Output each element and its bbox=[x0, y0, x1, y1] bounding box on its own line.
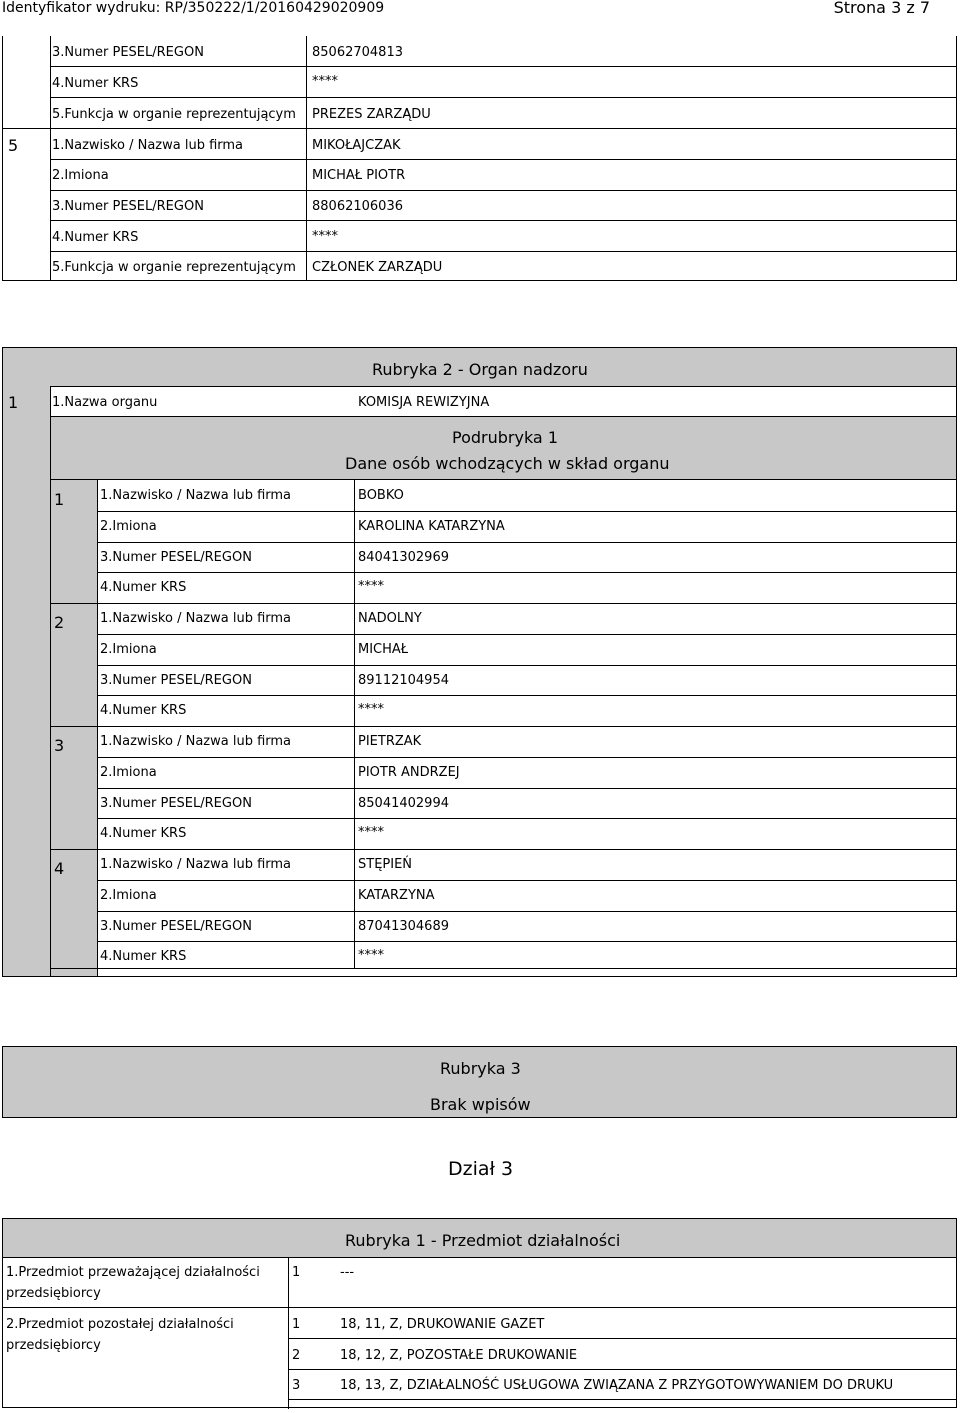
field-label: 4.Numer KRS bbox=[100, 949, 187, 964]
activity-value: 18, 12, Z, POZOSTAŁE DRUKOWANIE bbox=[340, 1348, 578, 1363]
field-value: **** bbox=[312, 74, 338, 89]
field-label: 4.Numer KRS bbox=[100, 703, 187, 718]
field-label: 3.Numer PESEL/REGON bbox=[52, 45, 204, 60]
member-index: 3 bbox=[54, 736, 65, 755]
field-value: PIETRZAK bbox=[358, 734, 422, 749]
field-label: 2.Imiona bbox=[100, 765, 157, 780]
field-value: 85041402994 bbox=[358, 796, 449, 811]
field-label: 4.Numer KRS bbox=[100, 580, 187, 595]
field-value: PREZES ZARZĄDU bbox=[312, 107, 431, 122]
other-activity-label: 2.Przedmiot pozostałej działalności bbox=[6, 1317, 234, 1332]
activity-number: 1 bbox=[292, 1265, 301, 1280]
organ-name-label: 1.Nazwa organu bbox=[52, 395, 158, 410]
field-label: 5.Funkcja w organie reprezentującym bbox=[52, 260, 296, 275]
previous-persons-table bbox=[2, 36, 957, 281]
field-label: 1.Nazwisko / Nazwa lub firma bbox=[100, 488, 292, 503]
rubryka1-title: Rubryka 1 - Przedmiot działalności bbox=[345, 1231, 621, 1250]
field-label: 3.Numer PESEL/REGON bbox=[100, 919, 252, 934]
print-identifier: Identyfikator wydruku: RP/350222/1/20160429020909 bbox=[2, 0, 385, 16]
member-index: 1 bbox=[54, 490, 65, 509]
field-value: 85062704813 bbox=[312, 45, 403, 60]
field-label: 2.Imiona bbox=[52, 168, 109, 183]
activity-value: 18, 13, Z, DZIAŁALNOŚĆ USŁUGOWA ZWIĄZANA Z PRZYGOTOWYWANIEM DO DRUKU bbox=[340, 1378, 894, 1393]
field-value: KAROLINA KATARZYNA bbox=[358, 519, 505, 534]
field-value: **** bbox=[358, 825, 384, 840]
field-label: 1.Nazwisko / Nazwa lub firma bbox=[52, 138, 244, 153]
activity-number: 2 bbox=[292, 1348, 301, 1363]
field-value: **** bbox=[358, 948, 384, 963]
field-label: 3.Numer PESEL/REGON bbox=[100, 796, 252, 811]
field-value: **** bbox=[358, 702, 384, 717]
field-label: 2.Imiona bbox=[100, 519, 157, 534]
field-value: NADOLNY bbox=[358, 611, 422, 626]
person-index: 5 bbox=[8, 136, 19, 155]
field-label: 3.Numer PESEL/REGON bbox=[52, 199, 204, 214]
field-value: STĘPIEŃ bbox=[358, 857, 413, 872]
field-value: 89112104954 bbox=[358, 673, 449, 688]
member-index: 4 bbox=[54, 859, 65, 878]
organ-name-value: KOMISJA REWIZYJNA bbox=[358, 395, 490, 410]
field-label: 1.Nazwisko / Nazwa lub firma bbox=[100, 857, 292, 872]
activity-value: --- bbox=[340, 1265, 355, 1280]
member-index: 2 bbox=[54, 613, 65, 632]
main-activity-label: 1.Przedmiot przeważającej działalności bbox=[6, 1265, 260, 1280]
other-activity-label-line2: przedsiębiorcy bbox=[6, 1338, 101, 1353]
field-value: 88062106036 bbox=[312, 199, 403, 214]
activity-number: 1 bbox=[292, 1317, 301, 1332]
field-label: 3.Numer PESEL/REGON bbox=[100, 550, 252, 565]
field-label: 4.Numer KRS bbox=[100, 826, 187, 841]
field-value: MICHAŁ PIOTR bbox=[312, 168, 406, 183]
field-value: **** bbox=[312, 229, 338, 244]
field-value: 87041304689 bbox=[358, 919, 449, 934]
field-label: 4.Numer KRS bbox=[52, 76, 139, 91]
field-value: PIOTR ANDRZEJ bbox=[358, 765, 460, 780]
field-label: 2.Imiona bbox=[100, 888, 157, 903]
field-value: MICHAŁ bbox=[358, 642, 409, 657]
podrubryka-title: Podrubryka 1 bbox=[452, 428, 558, 447]
field-value: 84041302969 bbox=[358, 550, 449, 565]
field-label: 4.Numer KRS bbox=[52, 230, 139, 245]
field-value: CZŁONEK ZARZĄDU bbox=[312, 260, 443, 275]
field-label: 2.Imiona bbox=[100, 642, 157, 657]
field-label: 1.Nazwisko / Nazwa lub firma bbox=[100, 611, 292, 626]
page-number: Strona 3 z 7 bbox=[833, 0, 930, 17]
field-value: **** bbox=[358, 579, 384, 594]
rubryka3-subtitle: Brak wpisów bbox=[430, 1095, 531, 1114]
activity-number: 3 bbox=[292, 1378, 301, 1393]
dzial3-title: Dział 3 bbox=[448, 1158, 514, 1180]
field-label: 1.Nazwisko / Nazwa lub firma bbox=[100, 734, 292, 749]
main-activity-label-line2: przedsiębiorcy bbox=[6, 1286, 101, 1301]
field-label: 5.Funkcja w organie reprezentującym bbox=[52, 107, 296, 122]
podrubryka-subtitle: Dane osób wchodzących w skład organu bbox=[345, 454, 670, 473]
organ-index: 1 bbox=[8, 393, 19, 412]
field-value: MIKOŁAJCZAK bbox=[312, 138, 401, 153]
rubryka2-title: Rubryka 2 - Organ nadzoru bbox=[372, 360, 588, 379]
field-value: BOBKO bbox=[358, 488, 404, 503]
field-label: 3.Numer PESEL/REGON bbox=[100, 673, 252, 688]
activity-value: 18, 11, Z, DRUKOWANIE GAZET bbox=[340, 1317, 545, 1332]
rubryka3-title: Rubryka 3 bbox=[440, 1059, 521, 1078]
field-value: KATARZYNA bbox=[358, 888, 435, 903]
